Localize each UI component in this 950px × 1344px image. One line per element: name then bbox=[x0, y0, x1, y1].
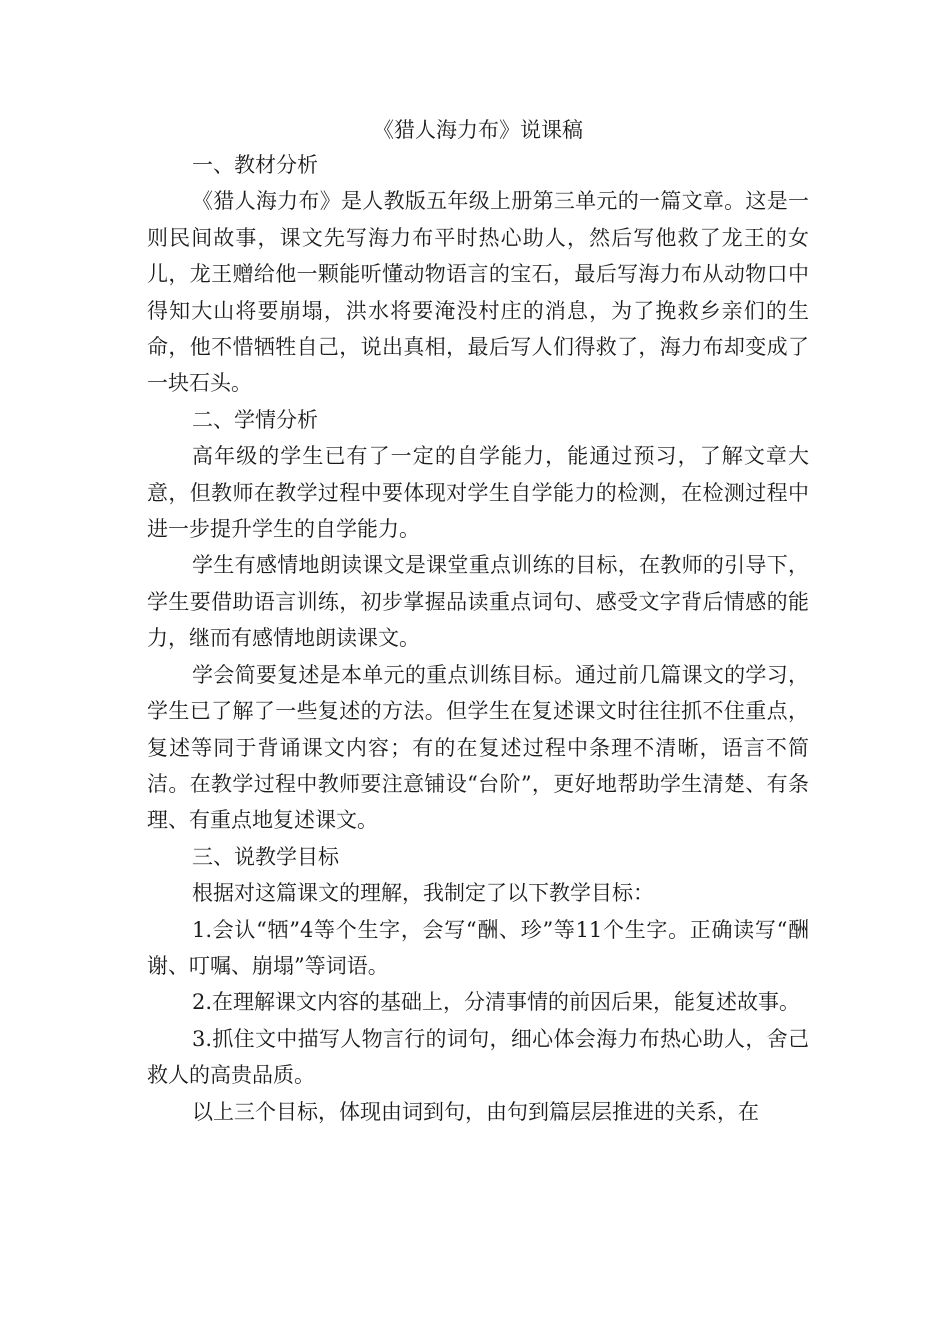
document-page bbox=[147, 115, 809, 1130]
section-teaching-goals bbox=[147, 839, 809, 1130]
paragraph: 《猎人海力布》是人教版五年级上册第三单元的一篇文章。这是一则民间故事，课文先写海力布平时热心助人，然后写他救了龙王的女儿，龙王赠给他一颗能听懂动物语言的宝石，最后写海力布从动物口中得知大山将要崩塌，洪水将要淹没村庄的消息，为了挽救乡亲们的生命，他不惜牺牲自己，说出真相，最后写人们得救了，海力布却变成了一块石头。 bbox=[147, 189, 809, 396]
paragraph: 根据对这篇课文的理解，我制定了以下教学目标： bbox=[192, 881, 654, 906]
paragraph: 高年级的学生已有了一定的自学能力，能通过预习，了解文章大意，但教师在教学过程中要体现对学生自学能力的检测，在检测过程中进一步提升学生的自学能力。 bbox=[147, 444, 809, 542]
paragraph: 学生有感情地朗读课文是课堂重点训练的目标，在教师的引导下，学生要借助语言训练，初步掌握品读重点词句、感受文字背后情感的能力，继而有感情地朗读课文。 bbox=[147, 553, 809, 651]
goal-item: 3.抓住文中描写人物言行的词句，细心体会海力布热心助人，舍己救人的高贵品质。 bbox=[147, 1026, 809, 1088]
section-heading: 三、说教学目标 bbox=[192, 844, 339, 869]
section-student-analysis bbox=[147, 402, 809, 839]
document-title: 《猎人海力布》说课稿 bbox=[373, 118, 583, 142]
section-heading: 二、学情分析 bbox=[192, 407, 318, 432]
paragraph: 以上三个目标，体现由词到句，由句到篇层层推进的关系，在 bbox=[192, 1099, 759, 1124]
section-textbook-analysis bbox=[147, 147, 809, 402]
paragraph: 学会简要复述是本单元的重点训练目标。通过前几篇课文的学习，学生已了解了一些复述的方法。但学生在复述课文时往往抓不住重点，复述等同于背诵课文内容；有的在复述过程中条理不清晰，语言不简洁。在教学过程中教师要注意铺设“台阶”，更好地帮助学生清楚、有条理、有重点地复述课文。 bbox=[147, 662, 809, 833]
goal-item: 1.会认“牺”4等个生字，会写“酬、珍”等11个生字。正确读写“酬谢、叮嘱、崩塌”等词语。 bbox=[147, 917, 809, 978]
goal-item: 2.在理解课文内容的基础上，分清事情的前因后果，能复述故事。 bbox=[192, 990, 801, 1015]
section-heading: 一、教材分析 bbox=[192, 153, 318, 177]
